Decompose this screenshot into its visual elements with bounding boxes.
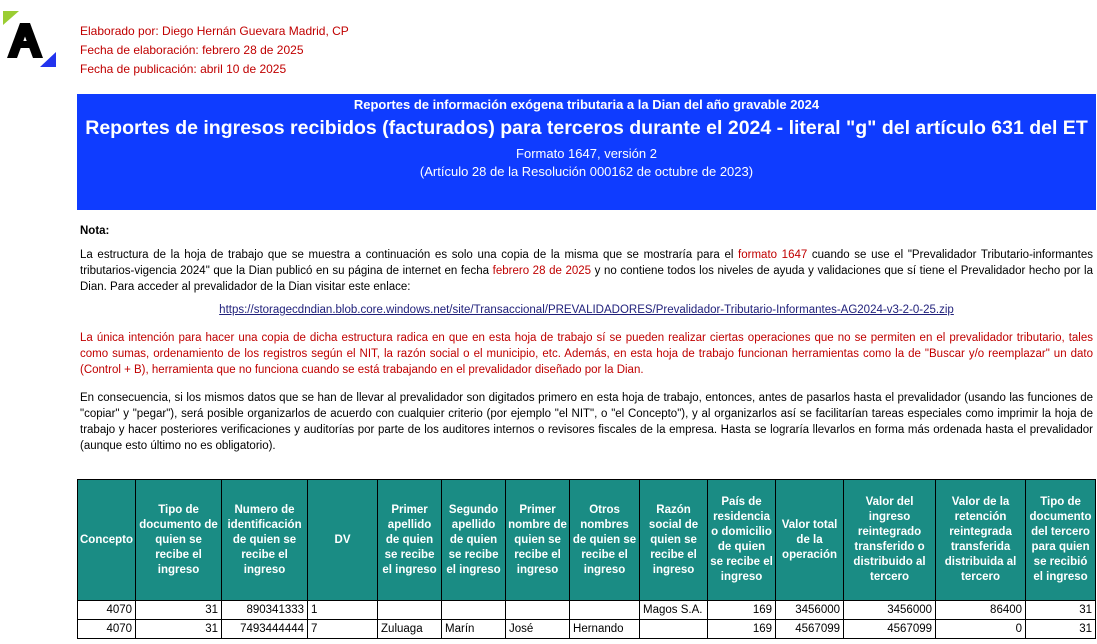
created-date-line: Fecha de elaboración: febrero 28 de 2025 [80, 43, 304, 57]
cell-otros-nombres[interactable]: Hernando [570, 620, 640, 639]
cell-valor-total[interactable]: 4567099 [776, 620, 844, 639]
title-banner [77, 94, 1096, 210]
cell-concepto[interactable]: 4070 [78, 601, 136, 620]
p1-text-a: La estructura de la hoja de trabajo que se muestra a continuación es solo una copia de la misma que se mostraría para el [80, 249, 739, 261]
prevalidador-link[interactable]: https://storagecdndian.blob.core.windows.net/site/Transaccional/PREVALIDADORES/Prevalidador-Tributario-Informantes-AG2024-v3-2-0-25.zip [219, 304, 954, 316]
cell-numero-identificacion[interactable]: 890341333 [222, 601, 308, 620]
logo-green-triangle [3, 11, 19, 25]
cell-primer-apellido[interactable] [378, 601, 442, 620]
cell-tipo-documento[interactable]: 31 [136, 620, 222, 639]
col-valor-ingreso-reintegrado[interactable]: Valor del ingreso reintegrado transferido o distribuido al tercero [844, 480, 936, 601]
banner-title: Reportes de ingresos recibidos (facturados) para terceros durante el 2024 - literal "g" del artículo 631 del ET [85, 117, 1088, 139]
notes-paragraph-3: En consecuencia, si los mismos datos que se han de llevar al prevalidador son digitados primero en esta hoja de trabajo, entonces, antes de pasarlos hasta el prevalidador (usando las funciones de "copiar" y "pegar"), será posible organizarlos de acuerdo con cualquier criterio (por ejemplo "el NIT", o "el Concepto"), y al organizarlos así se facilitarían tareas especiales como imprimir la hoja de trabajo y hacer posteriores verificaciones y auditorías por parte de los auditores internos o revisores fiscales de la empresa. Hasta se lograría llevarlos en forma más ordenada hasta el prevalidador (aunque esto último no es obligatorio). [80, 392, 1093, 452]
table-header-row [78, 480, 1096, 601]
cell-valor-ingreso[interactable]: 3456000 [844, 601, 936, 620]
col-tipo-documento[interactable]: Tipo de documento de quien se recibe el ingreso [136, 480, 222, 601]
notes-paragraph-2: La única intención para hacer una copia de dicha estructura radica en que en esta hoja de trabajo sí se pueden realizar ciertas operaciones que no se permiten en el prevalidador tributario, tales como sumas, ordenamiento de los registros según el NIT, la razón social o el municipio, etc. Además, en esta hoja de trabajo funcionan herramientas como la de "Buscar y/o reemplazar" un dato (Control + B), herramienta que no funciona cuando se está trabajando en el prevalidador diseñado por la Dian. [80, 332, 1093, 376]
table-row [78, 620, 1096, 639]
cell-primer-apellido[interactable]: Zuluaga [378, 620, 442, 639]
p1-text-c: cuando se use el "Prevalidador Tributario-informantes tributarios-vigencia 2024" que la Dian publicó en su página de internet en fecha [80, 249, 1093, 277]
cell-tipo-documento-tercero[interactable]: 31 [1026, 620, 1096, 639]
cell-concepto[interactable]: 4070 [78, 620, 136, 639]
cell-segundo-apellido[interactable] [442, 601, 506, 620]
col-otros-nombres[interactable]: Otros nombres de quien se recibe el ingreso [570, 480, 640, 601]
cell-razon-social[interactable]: Magos S.A. [640, 601, 708, 620]
col-numero-identificacion[interactable]: Numero de identificación de quien se recibe el ingreso [222, 480, 308, 601]
cell-tipo-documento[interactable]: 31 [136, 601, 222, 620]
cell-valor-ingreso[interactable]: 4567099 [844, 620, 936, 639]
col-segundo-apellido[interactable]: Segundo apellido de quien se recibe el ingreso [442, 480, 506, 601]
cell-dv[interactable]: 1 [308, 601, 378, 620]
col-primer-apellido[interactable]: Primer apellido de quien se recibe el ingreso [378, 480, 442, 601]
cell-otros-nombres[interactable] [570, 601, 640, 620]
notes-section [80, 223, 1093, 454]
col-dv[interactable]: DV [308, 480, 378, 601]
brand-logo [3, 11, 57, 67]
cell-valor-retencion[interactable]: 0 [936, 620, 1026, 639]
logo-letter-a-bar [15, 41, 35, 48]
notes-heading: Nota: [80, 225, 110, 237]
cell-dv[interactable]: 7 [308, 620, 378, 639]
cell-pais[interactable]: 169 [708, 601, 776, 620]
cell-razon-social[interactable] [640, 620, 708, 639]
author-line: Elaborado por: Diego Hernán Guevara Madrid, CP [80, 24, 349, 38]
cell-primer-nombre[interactable] [506, 601, 570, 620]
format-1647-table [77, 479, 1096, 639]
document-meta [80, 22, 349, 79]
table-row [78, 601, 1096, 620]
notes-paragraph-1 [80, 247, 1093, 295]
cell-pais[interactable]: 169 [708, 620, 776, 639]
logo-blue-triangle [40, 52, 56, 67]
col-primer-nombre[interactable]: Primer nombre de quien se recibe el ingreso [506, 480, 570, 601]
col-tipo-documento-tercero[interactable]: Tipo de documento del tercero para quien se recibió el ingreso [1026, 480, 1096, 601]
cell-valor-total[interactable]: 3456000 [776, 601, 844, 620]
cell-valor-retencion[interactable]: 86400 [936, 601, 1026, 620]
published-date-line: Fecha de publicación: abril 10 de 2025 [80, 62, 287, 76]
col-razon-social[interactable]: Razón social de quien se recibe el ingreso [640, 480, 708, 601]
format-version: Formato 1647, versión 2 [516, 146, 657, 161]
resolution-reference: (Artículo 28 de la Resolución 000162 de octubre de 2023) [419, 164, 754, 179]
col-concepto[interactable]: Concepto [78, 480, 136, 601]
banner-subtitle: Reportes de información exógena tributaria a la Dian del año gravable 2024 [353, 97, 820, 112]
prevalidador-link-line [80, 302, 1093, 318]
cell-numero-identificacion[interactable]: 7493444444 [222, 620, 308, 639]
p1-date-highlight: febrero 28 de 2025 [492, 265, 592, 277]
col-valor-total[interactable]: Valor total de la operación [776, 480, 844, 601]
col-pais-residencia[interactable]: País de residencia o domicilio de quien se recibe el ingreso [708, 480, 776, 601]
p1-format-highlight: formato 1647 [738, 249, 808, 261]
col-valor-retencion[interactable]: Valor de la retención reintegrada transferida distribuida al tercero [936, 480, 1026, 601]
cell-segundo-apellido[interactable]: Marín [442, 620, 506, 639]
cell-tipo-documento-tercero[interactable]: 31 [1026, 601, 1096, 620]
p1-text-e: y no contiene todos los niveles de ayuda y validaciones que sí tiene el Prevalidador hecho por la Dian. Para acceder al prevalidador de la Dian visitar este enlace: [80, 265, 1093, 293]
cell-primer-nombre[interactable]: José [506, 620, 570, 639]
